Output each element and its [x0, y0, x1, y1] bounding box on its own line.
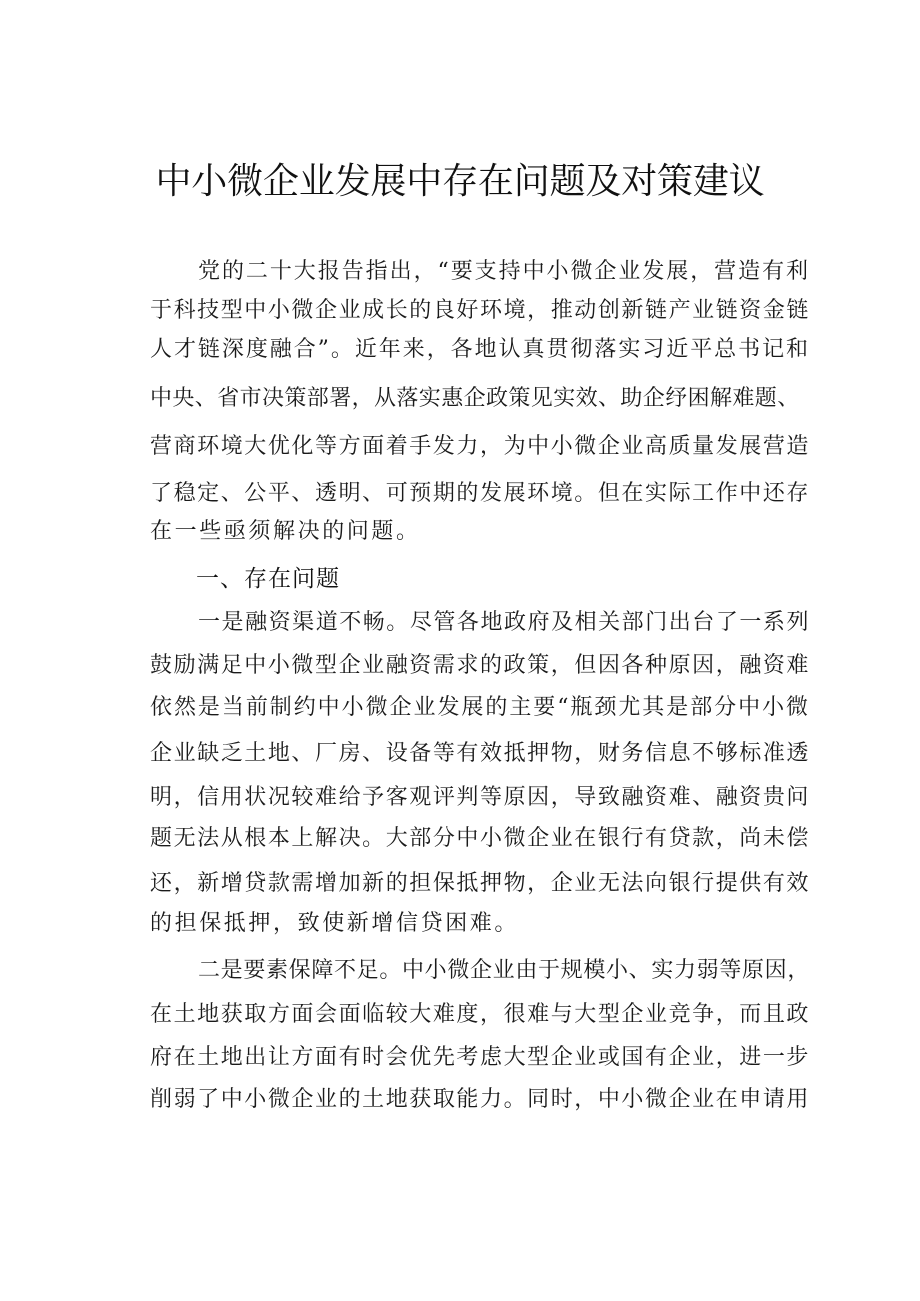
paragraph1-line-3: 依然是当前制约中小微企业发展的主要“瓶颈尤其是部分中小微	[150, 695, 810, 720]
paragraph1-line-7: 还，新增贷款需增加新的担保抵押物，企业无法向银行提供有效	[150, 871, 810, 896]
section-heading: 一、存在问题	[196, 566, 340, 592]
intro-line-6: 了稳定、公平、透明、可预期的发展环境。但在实际工作中还存	[150, 481, 810, 506]
paragraph1-line-6: 题无法从根本上解决。大部分中小微企业在银行有贷款，尚未偿	[150, 826, 810, 851]
intro-line-7: 在一些亟须解决的问题。	[150, 519, 421, 544]
paragraph1-line-1: 一是融资渠道不畅。尽管各地政府及相关部门出台了一系列	[198, 610, 810, 635]
document-title: 中小微企业发展中存在问题及对策建议	[155, 161, 765, 202]
paragraph1-line-5: 明，信用状况较难给予客观评判等原因，导致融资难、融资贵问	[150, 785, 810, 810]
intro-line-1: 党的二十大报告指出，“要支持中小微企业发展，营造有利	[198, 259, 810, 284]
paragraph2-line-3: 府在土地出让方面有时会优先考虑大型企业或国有企业，进一步	[150, 1045, 810, 1070]
intro-line-2: 于科技型中小微企业成长的良好环境，推动创新链产业链资金链	[150, 298, 810, 323]
intro-line-4: 中央、省市决策部署，从落实惠企政策见实效、助企纾困解难题、	[150, 386, 800, 411]
paragraph2-line-4: 削弱了中小微企业的土地获取能力。同时，中小微企业在申请用	[150, 1087, 810, 1112]
paragraph1-line-8: 的担保抵押，致使新增信贷困难。	[150, 911, 520, 936]
intro-line-5: 营商环境大优化等方面着手发力，为中小微企业高质量发展营造	[150, 434, 810, 459]
paragraph1-line-2: 鼓励满足中小微型企业融资需求的政策，但因各种原因，融资难	[150, 653, 810, 678]
paragraph2-line-1: 二是要素保障不足。中小微企业由于规模小、实力弱等原因，	[198, 958, 810, 983]
paragraph1-line-4: 企业缺乏土地、厂房、设备等有效抵押物，财务信息不够标准透	[150, 741, 810, 766]
paragraph2-line-2: 在土地获取方面会面临较大难度，很难与大型企业竞争，而且政	[150, 1002, 810, 1027]
intro-line-3: 人才链深度融合”。近年来，各地认真贯彻落实习近平总书记和	[150, 337, 810, 362]
